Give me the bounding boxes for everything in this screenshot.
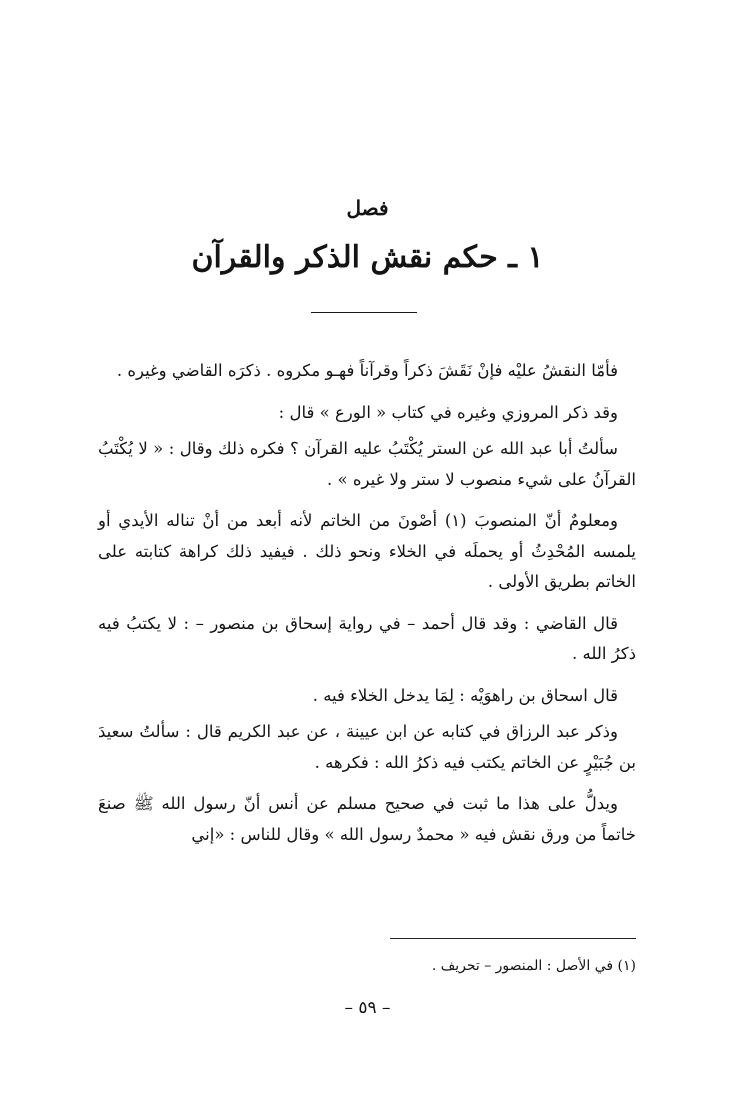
- section-label: فصل: [346, 196, 389, 220]
- paragraph: ومعلومٌ أنّ المنصوبَ (١) أصْونَ من الخاتم لأنه أبعد من أنْ تناله الأيدي أو يلمسه المُحْدِثُ أو يحملَه في الخلاء ونحو ذلك . فيفيد ذلك كراهة كتابته على الخاتم بطريق الأولى .: [98, 511, 636, 591]
- paragraph: فأمّا النقشُ عليْه فإنْ نَقَشَ ذكراً وقرآناً فهـو مكروه . ذكرَه القاضي وغيره .: [116, 361, 618, 380]
- footnote: (١) في الأصل : المنصور – تحريف .: [431, 958, 636, 974]
- body-text: [98, 356, 636, 861]
- page-number: – ٥٩ –: [344, 998, 391, 1018]
- paragraph: وقد ذكر المروزي وغيره في كتاب « الورع » قال :: [278, 402, 618, 422]
- title-divider: [311, 312, 417, 313]
- paragraph: ويدلُّ على هذا ما ثبت في صحيح مسلم عن أنس أنّ رسول الله ﷺ صنعَ خاتماً من ورق نقش فيه « محمدٌ رسول الله » وقال للناس : «إني: [98, 794, 636, 844]
- paragraph: قال القاضي : وقد قال أحمد – في رواية إسحاق بن منصور – : لا يكتبُ فيه ذكرُ الله .: [98, 613, 636, 663]
- paragraph: قال اسحاق بن راهوَيْه : لِمَا يدخل الخلاء فيه .: [312, 685, 618, 705]
- footnote-divider: [390, 938, 636, 939]
- paragraph: وذكر عبد الرزاق في كتابه عن ابن عيينة ، عن عبد الكريم قال : سألتُ سعيدَ بن جُبَيْرٍ عن الخاتم يكتب فيه ذكرُ الله : فكرهه .: [98, 722, 636, 772]
- paragraph: سألتُ أبا عبد الله عن الستر يُكْتَبُ عليه القرآن ؟ فكره ذلك وقال : « لا يُكْتَبُ القرآنُ على شيء منصوب لا ستر ولا غيره » .: [98, 439, 636, 489]
- chapter-title: ١ ـ حكم نقش الذكر والقرآن: [191, 240, 544, 275]
